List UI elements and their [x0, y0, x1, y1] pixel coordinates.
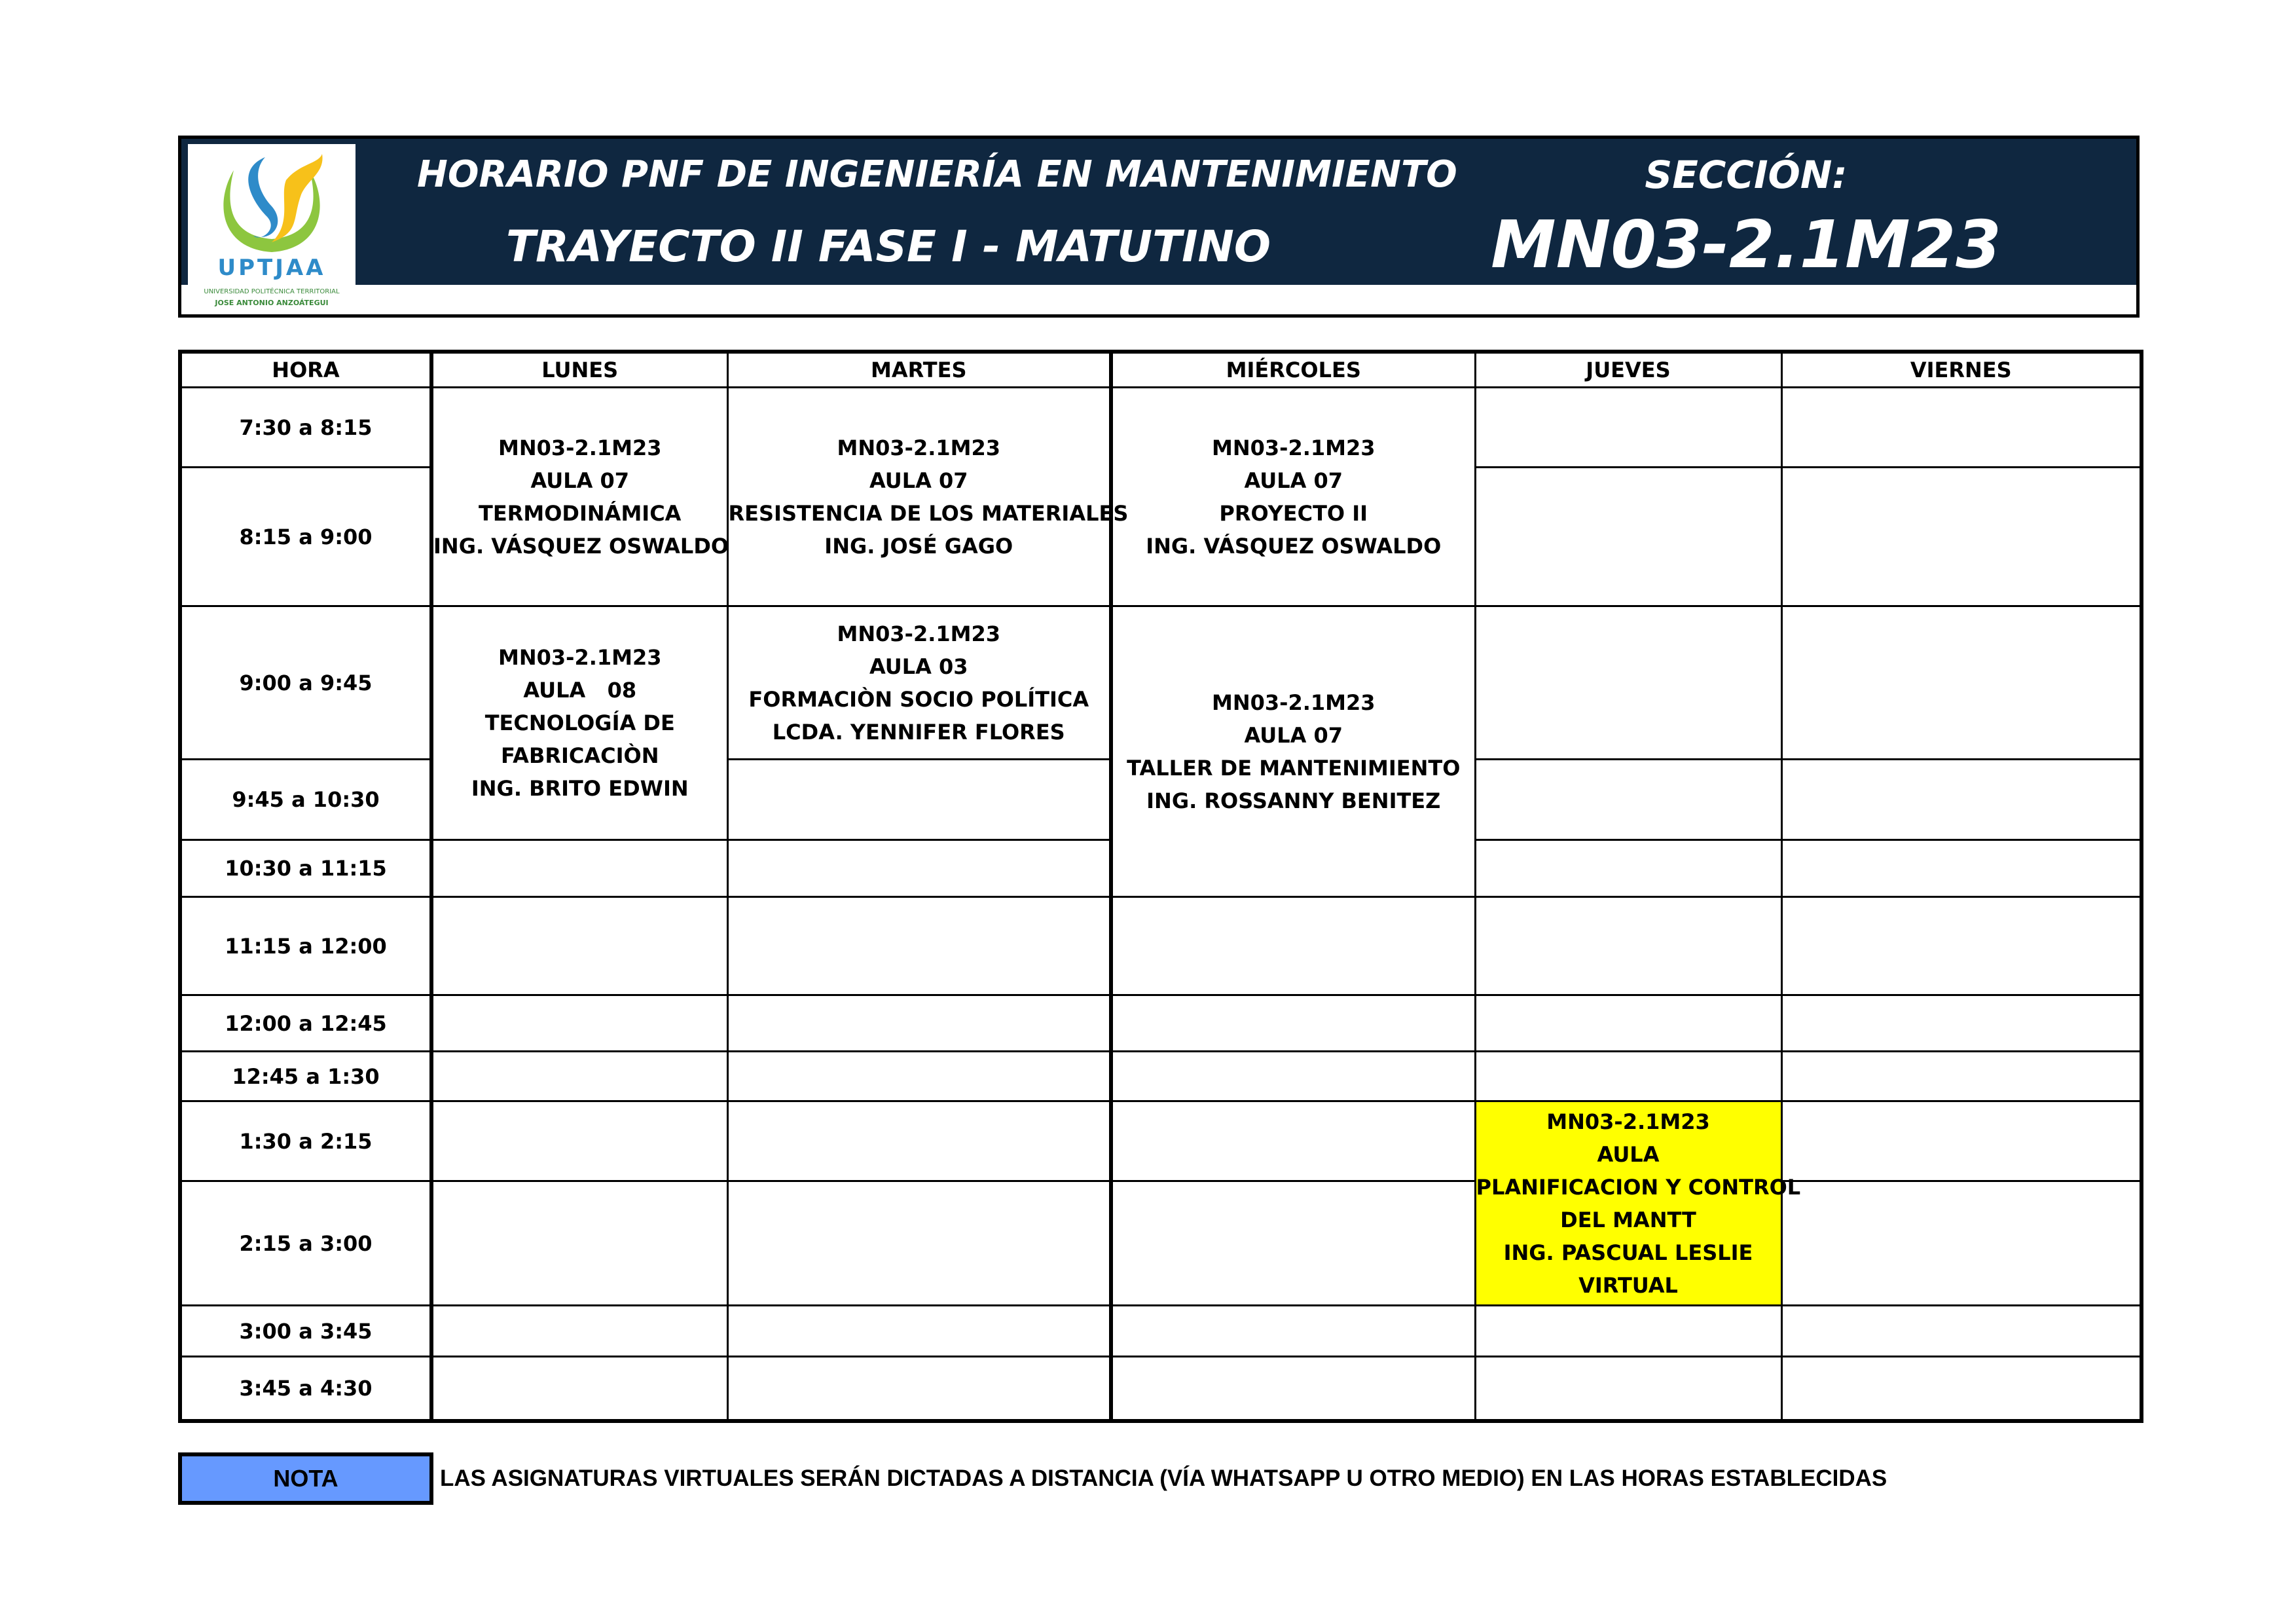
table-row: [180, 995, 2141, 1052]
empty-cell: [727, 1052, 1111, 1101]
empty-cell: [1475, 995, 1781, 1052]
hour-cell: 2:15 a 3:00: [180, 1181, 431, 1306]
note-text: LAS ASIGNATURAS VIRTUALES SERÁN DICTADAS A DISTANCIA (VÍA WHATSAPP U OTRO MEDIO) EN LAS HORAS ESTABLECIDAS: [440, 1466, 1887, 1491]
empty-cell: [727, 1306, 1111, 1357]
empty-cell: [431, 897, 727, 995]
hour-cell: 11:15 a 12:00: [180, 897, 431, 995]
class-cell-martes-resistencia: [727, 388, 1129, 606]
svg-text:UNIVERSIDAD POLITÉCNICA TERRIT: UNIVERSIDAD POLITÉCNICA TERRITORIAL: [204, 288, 340, 295]
hour-cell: 12:00 a 12:45: [180, 995, 431, 1052]
empty-cell: [1781, 1101, 2141, 1181]
empty-cell: [727, 1181, 1111, 1306]
class-room: AULA 07: [1244, 468, 1343, 493]
class-cell-miercoles-proyecto: [1111, 388, 1475, 606]
table-row: [180, 1052, 2141, 1101]
class-teacher: ING. PASCUAL LESLIE: [1503, 1240, 1753, 1265]
empty-cell: [1781, 1181, 2141, 1306]
class-teacher: ING. BRITO EDWIN: [471, 776, 689, 801]
class-teacher: LCDA. YENNIFER FLORES: [772, 719, 1065, 745]
empty-cell: [1475, 606, 1781, 760]
empty-cell: [1781, 760, 2141, 840]
empty-cell: [1475, 388, 1781, 468]
class-room: AULA: [1597, 1141, 1660, 1167]
empty-cell: [1781, 840, 2141, 897]
class-subject: TERMODINÁMICA: [479, 500, 682, 526]
empty-cell: [1781, 1357, 2141, 1421]
empty-cell: [431, 1101, 727, 1181]
class-subject: PROYECTO II: [1219, 500, 1368, 526]
class-room: AULA 07: [530, 468, 630, 493]
empty-cell: [727, 897, 1111, 995]
university-logo: [188, 144, 355, 314]
class-subject: FORMACIÒN SOCIO POLÍTICA: [748, 686, 1089, 712]
empty-cell: [431, 840, 727, 897]
class-teacher: ING. VÁSQUEZ OSWALDO: [433, 533, 729, 559]
section-code: MN03-2.1M23: [1491, 206, 2001, 283]
class-subject: TALLER DE MANTENIMIENTO: [1127, 755, 1461, 781]
column-header: VIERNES: [1781, 352, 2141, 388]
empty-cell: [1475, 1306, 1781, 1357]
class-room: AULA 07: [1244, 722, 1343, 748]
empty-cell: [1475, 1052, 1781, 1101]
class-subject: TECNOLOGÍA DE: [484, 710, 675, 735]
empty-cell: [1781, 995, 2141, 1052]
empty-cell: [727, 760, 1111, 840]
class-subject: RESISTENCIA DE LOS MATERIALES: [728, 500, 1129, 526]
table-row: [180, 1101, 2141, 1181]
table-header-row: [180, 352, 2141, 388]
hour-cell: 12:45 a 1:30: [180, 1052, 431, 1101]
hour-cell: 8:15 a 9:00: [180, 468, 431, 606]
svg-text:UPTJAA: UPTJAA: [217, 255, 326, 281]
empty-cell: [1475, 840, 1781, 897]
class-subject-cont: FABRICACIÒN: [500, 743, 659, 768]
class-cell-miercoles-taller: [1111, 606, 1475, 897]
column-header: LUNES: [431, 352, 727, 388]
empty-cell: [727, 1357, 1111, 1421]
hour-cell: 1:30 a 2:15: [180, 1101, 431, 1181]
class-modality: VIRTUAL: [1578, 1272, 1678, 1298]
class-room: AULA 08: [523, 678, 637, 703]
empty-cell: [727, 995, 1111, 1052]
class-section: MN03-2.1M23: [837, 435, 1000, 460]
empty-cell: [431, 995, 727, 1052]
page-title: HORARIO PNF DE INGENIERÍA EN MANTENIMIENTO: [417, 153, 1457, 196]
schedule-table: [178, 350, 2143, 1423]
empty-cell: [1475, 468, 1781, 606]
hour-cell: 3:45 a 4:30: [180, 1357, 431, 1421]
class-teacher: ING. JOSÉ GAGO: [824, 533, 1013, 559]
class-section: MN03-2.1M23: [1546, 1109, 1710, 1134]
class-cell-jueves-planificacion: [1475, 1101, 1801, 1306]
column-header: MIÉRCOLES: [1111, 352, 1475, 388]
class-room: AULA 07: [869, 468, 968, 493]
class-teacher: ING. VÁSQUEZ OSWALDO: [1146, 533, 1442, 559]
empty-cell: [1111, 1101, 1475, 1181]
column-header: HORA: [180, 352, 431, 388]
uptjaa-logo-icon: [188, 144, 355, 314]
class-cell-lunes-termodinamica: [431, 388, 727, 606]
column-header: MARTES: [727, 352, 1111, 388]
class-section: MN03-2.1M23: [498, 645, 662, 670]
class-teacher: ING. ROSSANNY BENITEZ: [1146, 788, 1441, 813]
header-banner: [178, 136, 2140, 318]
empty-cell: [1475, 760, 1781, 840]
class-subject-cont: DEL MANTT: [1560, 1207, 1696, 1232]
empty-cell: [1475, 1357, 1781, 1421]
empty-cell: [1781, 1052, 2141, 1101]
svg-text:JOSE ANTONIO ANZOÁTEGUI: JOSE ANTONIO ANZOÁTEGUI: [215, 299, 329, 307]
class-cell-martes-formacion: [727, 606, 1111, 760]
empty-cell: [1781, 388, 2141, 468]
table-row: [180, 1181, 2141, 1306]
hour-cell: 9:45 a 10:30: [180, 760, 431, 840]
empty-cell: [1111, 897, 1475, 995]
note-label: NOTA: [178, 1452, 433, 1505]
section-label: SECCIÓN:: [1645, 153, 1848, 197]
empty-cell: [1111, 1052, 1475, 1101]
class-section: MN03-2.1M23: [837, 621, 1000, 646]
empty-cell: [1111, 1306, 1475, 1357]
table-row: [180, 388, 2141, 468]
empty-cell: [1781, 1306, 2141, 1357]
hour-cell: 7:30 a 8:15: [180, 388, 431, 468]
empty-cell: [1781, 606, 2141, 760]
empty-cell: [1111, 995, 1475, 1052]
empty-cell: [1111, 1357, 1475, 1421]
table-row: [180, 897, 2141, 995]
empty-cell: [727, 840, 1111, 897]
class-section: MN03-2.1M23: [498, 435, 662, 460]
table-row: [180, 606, 2141, 760]
empty-cell: [431, 1181, 727, 1306]
empty-cell: [1475, 897, 1781, 995]
empty-cell: [727, 1101, 1111, 1181]
page-subtitle: TRAYECTO II FASE I - MATUTINO: [506, 221, 1271, 272]
empty-cell: [431, 1306, 727, 1357]
hour-cell: 10:30 a 11:15: [180, 840, 431, 897]
empty-cell: [431, 1357, 727, 1421]
class-room: AULA 03: [869, 654, 968, 679]
table-row: [180, 1357, 2141, 1421]
hour-cell: 9:00 a 9:45: [180, 606, 431, 760]
empty-cell: [1781, 468, 2141, 606]
empty-cell: [431, 1052, 727, 1101]
class-cell-lunes-tecnologia: [431, 606, 727, 840]
class-section: MN03-2.1M23: [1212, 690, 1376, 715]
empty-cell: [1781, 897, 2141, 995]
class-subject: PLANIFICACION Y CONTROL: [1476, 1174, 1801, 1200]
empty-cell: [1111, 1181, 1475, 1306]
table-row: [180, 1306, 2141, 1357]
class-section: MN03-2.1M23: [1212, 435, 1376, 460]
hour-cell: 3:00 a 3:45: [180, 1306, 431, 1357]
column-header: JUEVES: [1475, 352, 1781, 388]
